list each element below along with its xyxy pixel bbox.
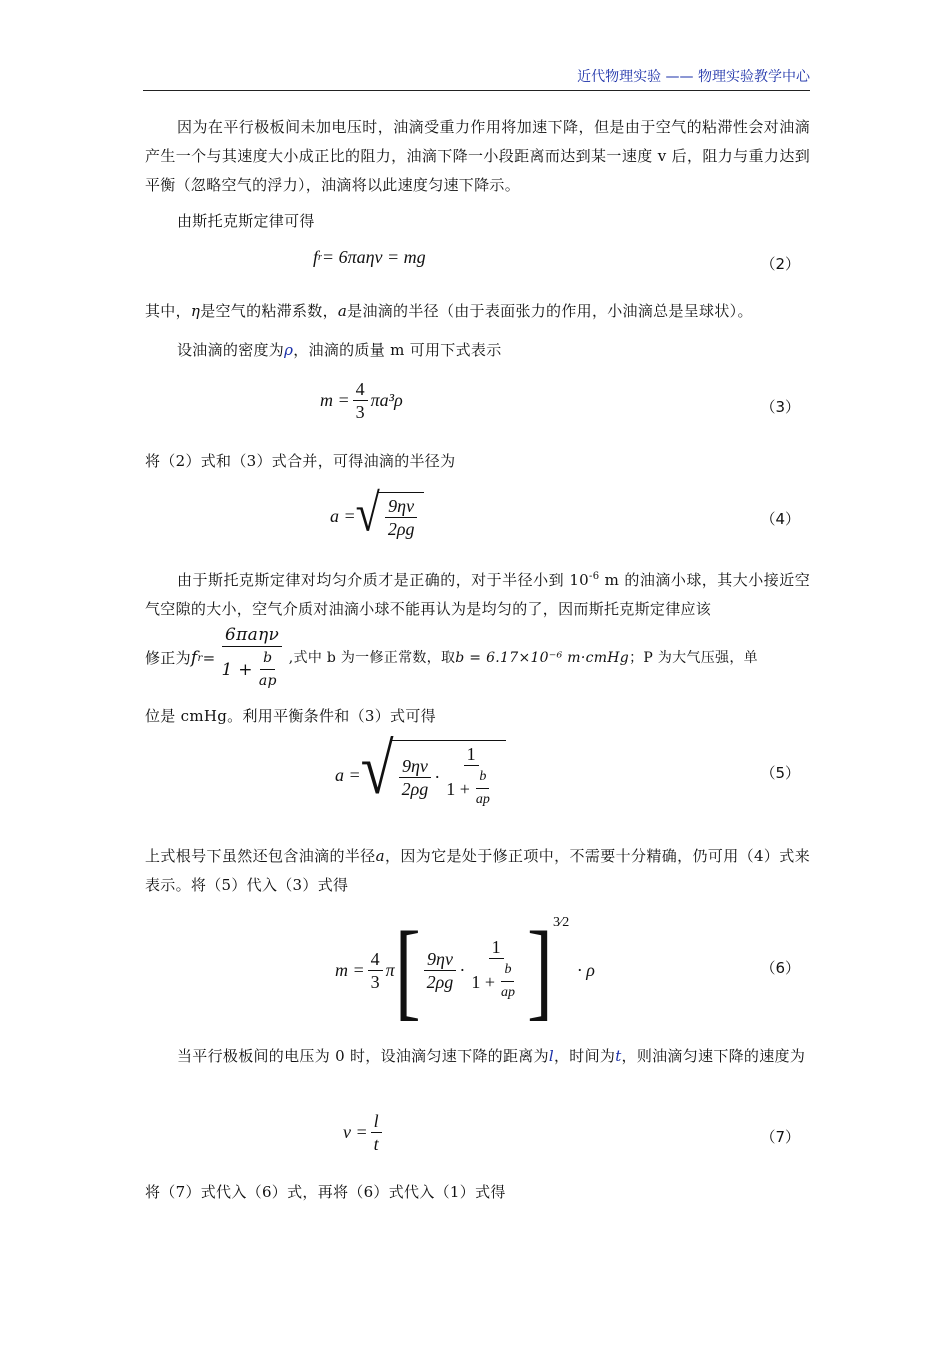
equation-2: f r = 6πaην = mg bbox=[313, 247, 426, 267]
paragraph-6: 由于斯托克斯定律对均匀介质才是正确的，对于半径小到 $10^{-6}$ m 的油滴小球，其大小接近空气空隙的大小，空气介质对油滴小球不能再认为是均匀的了，因而斯托克斯定律应该 bbox=[145, 571, 810, 618]
equation-number: （6） bbox=[760, 959, 800, 977]
header-title: 近代物理实验 —— 物理实验教学中心 bbox=[577, 69, 810, 85]
equation-7: ν = $\frac{l}{t}$ bbox=[343, 1110, 385, 1155]
equation-number: （7） bbox=[760, 1128, 800, 1146]
paragraph-7: 修正为 f r = 6πaην 1 + $\frac{b}{ap}$ ,式中 b 为一修正常数，取 b = 6.17×10⁻⁶ m·cmHg ；P 为大气压强，单 bbox=[145, 622, 810, 694]
equation-2-row bbox=[145, 247, 810, 277]
equation-5: a = √ $\frac{9\eta\nu}{2\rho g}$ · 1 1 + $\frac{b}{ap}$ bbox=[335, 740, 506, 811]
equation-6: m = $\frac{4}{3}$ π [ $\frac{9\eta\nu}{2\rho g}$ · 1 1 + $\frac{b}{ap}$ ] 3⁄2 · ρ bbox=[335, 908, 595, 1031]
paragraph-1: 因为在平行极板间未加电压时，油滴受重力作用将加速下降，但是由于空气的粘滞性会对油滴产生一个与其速度大小成正比的阻力，油滴下降一小段距离而达到某一速度 v 后，阻力与重力达到平衡（忽略空气的浮力），油滴将以此速度匀速下降示。 bbox=[145, 118, 810, 194]
equation-3: m = $\frac{4}{3}$ πa³ρ bbox=[320, 379, 403, 422]
equation-3-row bbox=[145, 378, 810, 432]
equation-number: （4） bbox=[760, 510, 800, 528]
equation-7-row bbox=[145, 1110, 810, 1166]
sqrt: √ $\frac{9\eta\nu}{2\rho g}$ bbox=[356, 492, 425, 540]
correction-fraction: 6πaην 1 + $\frac{b}{ap}$ bbox=[218, 624, 285, 692]
equation-number: （5） bbox=[760, 764, 800, 782]
equation-5-row bbox=[145, 729, 810, 820]
equation-number: （3） bbox=[760, 398, 800, 416]
paragraph-11: 将（7）式代入（6）式，再将（6）式代入（1）式得 bbox=[145, 1183, 506, 1201]
equation-number: （2） bbox=[760, 255, 800, 273]
paragraph-2: 由斯托克斯定律可得 bbox=[177, 212, 315, 230]
equation-6-row bbox=[145, 908, 810, 1031]
paragraph-8: 位是 cmHg。利用平衡条件和（3）式可得 bbox=[145, 707, 436, 725]
paragraph-3: 其中，η是空气的粘滞系数，a是油滴的半径（由于表面张力的作用，小油滴总是呈球状）。 bbox=[145, 302, 753, 320]
paragraph-5: 将（2）式和（3）式合并，可得油滴的半径为 bbox=[145, 452, 456, 470]
equation-4-row bbox=[145, 483, 810, 548]
fraction: $\frac{4}{3}$ bbox=[353, 378, 368, 423]
paragraph-9: 上式根号下虽然还包含油滴的半径a，因为它是处于修正项中，不需要十分精确，仍可用（4）式来表示。将（5）代入（3）式得 bbox=[145, 847, 810, 894]
paragraph-4: 设油滴的密度为ρ，油滴的质量 m 可用下式表示 bbox=[177, 341, 502, 359]
page-header bbox=[143, 62, 810, 91]
equation-4: a = √ $\frac{9\eta\nu}{2\rho g}$ bbox=[330, 492, 424, 540]
paragraph-10: 当平行极板间的电压为 0 时，设油滴匀速下降的距离为l，时间为t，则油滴匀速下降的速度为 bbox=[177, 1047, 806, 1065]
